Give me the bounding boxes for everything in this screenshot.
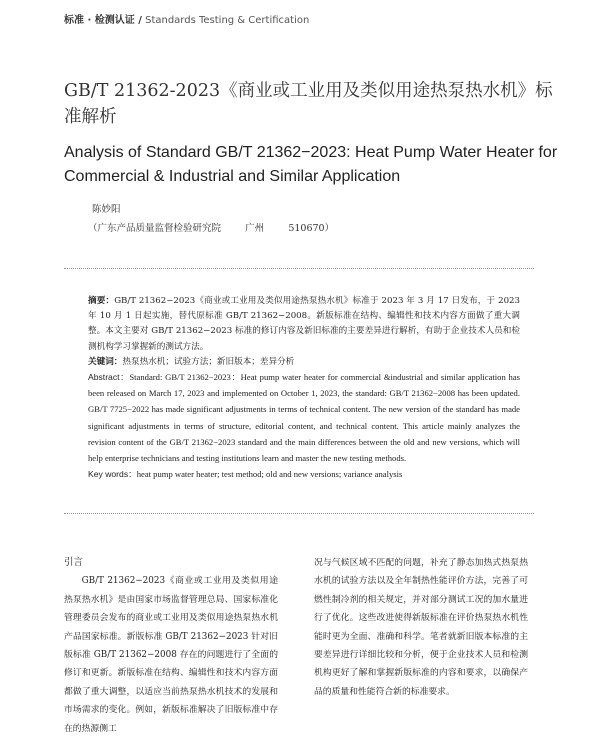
author-name: 陈妙阳 <box>92 204 121 215</box>
keywords-cn <box>88 355 520 370</box>
author-affiliation: （广东产品质量监督检验研究院 广州 510670） <box>88 223 335 234</box>
journal-header <box>64 11 309 26</box>
keywords-en <box>88 467 520 483</box>
abstract-cn-text: GB/T 21362−2023《商业或工业用及类似用途热泵热水机》标准于 2023 年 3 月 17 日发布，于 2023 年 10 月 1 日起实施，替代原标准 GB/T 21362−2008。新版标准在结构、编辑性和技术内容方面做了重大调整。本文主要对 GB/T 21362−2023 标准的修订内容及新旧标准的主要差异进行解析，有助于企业技术人员和检测机构学习掌握新的测试方法。 <box>88 296 520 352</box>
abstract-en <box>88 370 520 467</box>
title-english: Analysis of Standard GB/T 21362−2023: Heat Pump Water Heater for Commercial & Industrial and Similar Application <box>64 144 558 185</box>
keywords-en-text: heat pump water heater; test method; old and new versions; variance analysis <box>136 469 403 480</box>
abstract-cn <box>88 294 520 355</box>
abstract-cn-label: 摘要： <box>88 296 115 306</box>
abstract-block <box>88 294 520 483</box>
abstract-en-text: Standard: GB/T 21362−2023：Heat pump water heater for commercial &industrial and similar application has been released on March 17, 2023 and implemented on October 1, 2023, the standard: GB/T 21362−2008 has been updated. GB/T 7725−2022 has made significant adjustments in terms of technical content. The new version of the standard has made significant adjustments in terms of structure, editorial content, and technical content. This article mainly analyzes the revision content of the GB/T 21362−2023 standard and the main differences between the old and new versions, which will help enterprise technicians and testing institutions learn and master the new testing methods. <box>88 372 520 464</box>
abstract-en-label: Abstract： <box>88 372 130 383</box>
journal-name-en: Standards Testing & Certification <box>145 15 310 26</box>
intro-paragraph-left: GB/T 21362−2023《商业或工业用及类似用途热泵热水机》是由国家市场监督管理总局、国家标准化管理委员会发布的商业或工业用及类似用途热泵热水机产品国家标准。新版标准 GB/T 21362−2023 针对旧版标准 GB/T 21362−2008 存在的问题进行了全面的修订和更新。新版标准在结构、编辑性和技术内容方面都做了重大调整，以适应当前热泵热水机技术的发展和市场需求的变化。例如，新版标准解决了旧版标准中存在的热源侧工 <box>64 576 278 734</box>
title-chinese: GB/T 21362-2023《商业或工业用及类似用途热泵热水机》标准解析 <box>64 81 553 127</box>
body-column-right <box>314 554 528 701</box>
section-heading-intro: 引言 <box>64 557 84 568</box>
body-column-left <box>64 554 278 738</box>
keywords-cn-label: 关键词： <box>88 356 123 367</box>
keywords-en-label: Key words： <box>88 469 137 480</box>
journal-name-cn: 标准 · 检测认证 / <box>64 15 142 26</box>
intro-paragraph-right: 况与气候区域不匹配的问题，补充了静态加热式热泵热水机的试验方法以及全年制热性能评价方法，完善了可燃性制冷剂的相关规定，并对部分测试工况的加水量进行了优化。这些改进使得新版标准在评价热泵热水机性能时更为全面、准确和科学。笔者就新旧版本标准的主要差异进行详细比较和分析，便于企业技术人员和检测机构更好了解和掌握新版标准的内容和要求，以确保产品的质量和性能符合新的标准要求。 <box>314 558 528 697</box>
top-divider <box>64 268 534 269</box>
bottom-divider <box>64 513 534 514</box>
keywords-cn-text: 热泵热水机；试验方法；新旧版本；差异分析 <box>122 356 295 367</box>
